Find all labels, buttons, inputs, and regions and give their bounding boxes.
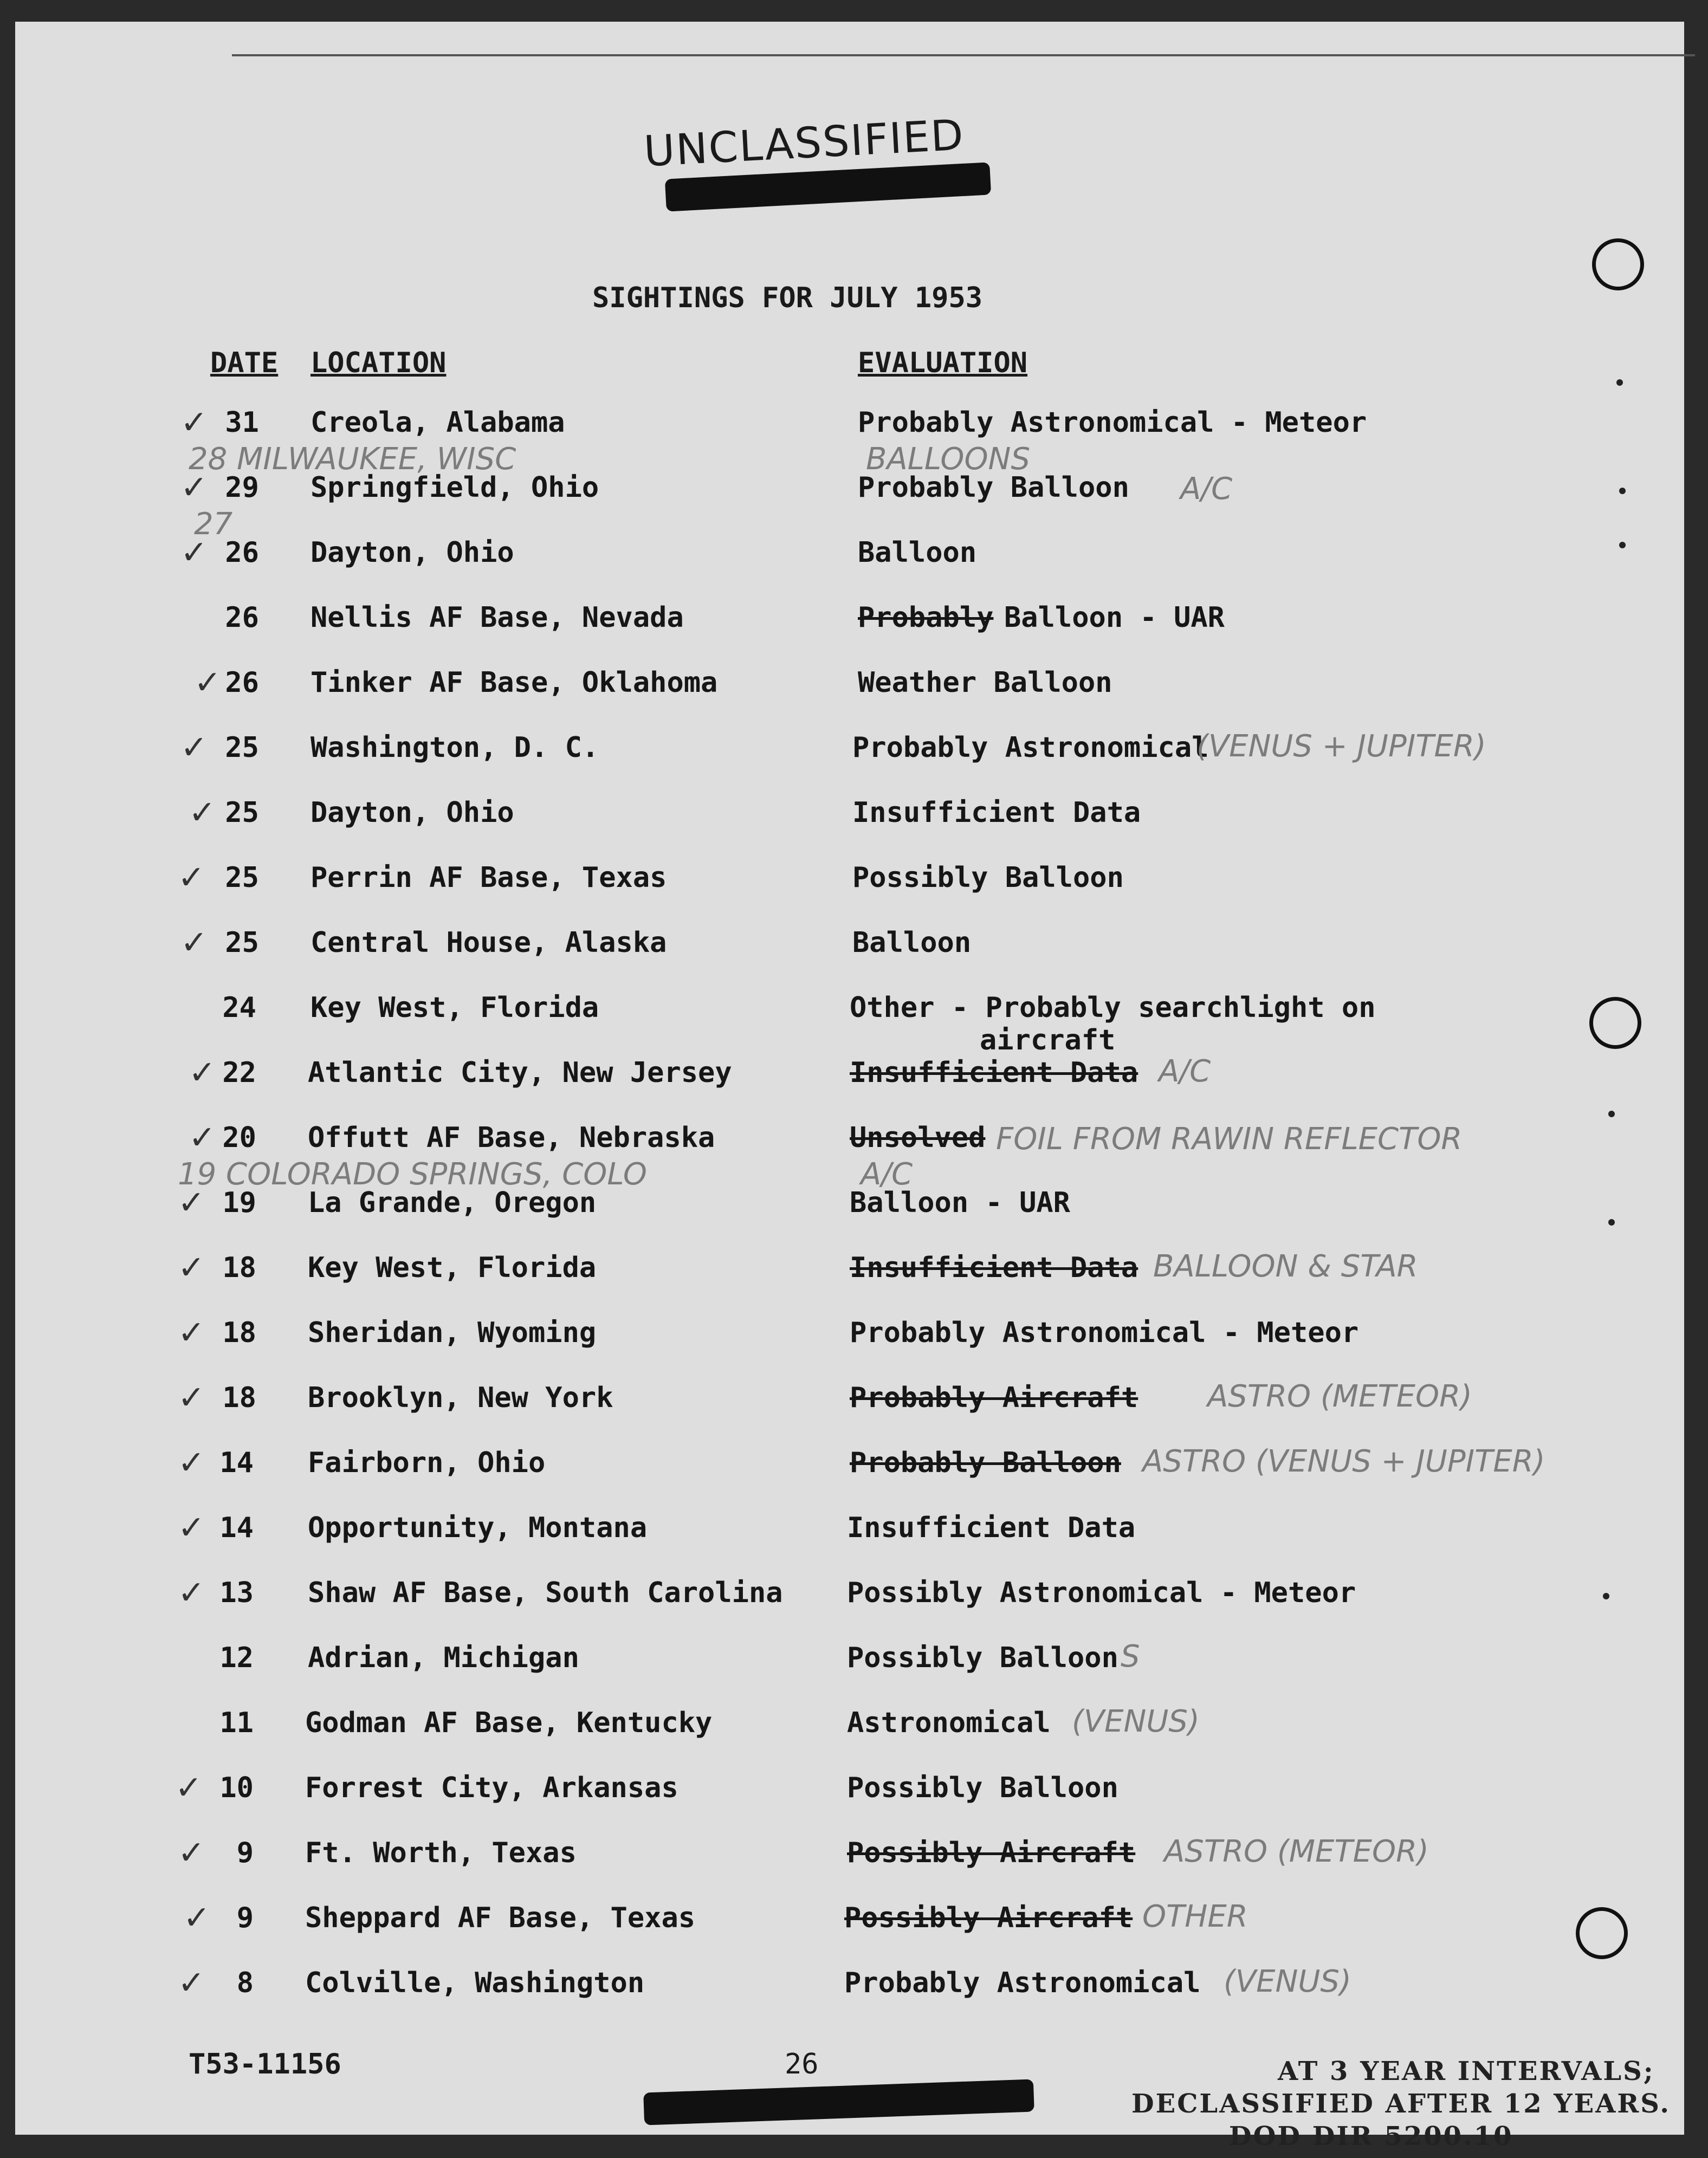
row-location: Offutt AF Base, Nebraska <box>308 1122 715 1154</box>
row-date: 18 <box>222 1317 256 1349</box>
check-mark-icon: ✓ <box>178 1379 205 1417</box>
handwritten-note: (VENUS) <box>1224 1964 1351 1999</box>
row-evaluation: Possibly Aircraft <box>844 1902 1133 1934</box>
row-location: Shaw AF Base, South Carolina <box>308 1577 783 1609</box>
row-location: Opportunity, Montana <box>308 1512 648 1544</box>
check-mark-icon: ✓ <box>178 1444 205 1482</box>
check-mark-icon: ✓ <box>178 1509 205 1547</box>
header-location: LOCATION <box>310 347 447 379</box>
row-location: Adrian, Michigan <box>308 1642 579 1674</box>
row-evaluation: Astronomical <box>847 1707 1051 1739</box>
row-location: Dayton, Ohio <box>310 536 514 569</box>
row-location: Key West, Florida <box>308 1252 597 1284</box>
check-mark-icon: ✓ <box>178 1574 205 1612</box>
table-row <box>15 1769 1684 1826</box>
row-evaluation: Probably Balloon <box>850 1447 1121 1479</box>
speck-icon <box>1619 488 1626 494</box>
row-location: Forrest City, Arkansas <box>305 1772 678 1804</box>
row-date: 8 <box>236 1967 254 1999</box>
row-date: 10 <box>219 1772 254 1804</box>
table-row <box>15 1314 1684 1371</box>
check-mark-icon: ✓ <box>189 794 216 832</box>
row-location: Dayton, Ohio <box>310 796 514 829</box>
row-date: 22 <box>222 1057 256 1089</box>
handwritten-note: ASTRO (METEOR) <box>1207 1379 1472 1414</box>
row-evaluation: Probably Aircraft <box>850 1382 1138 1414</box>
row-evaluation: Balloon <box>852 926 972 959</box>
declass-line-3: DOD DIR 5200.10 <box>1229 2121 1513 2151</box>
table-row <box>15 1054 1684 1111</box>
row-evaluation: Probably Astronomical - Meteor <box>850 1317 1359 1349</box>
row-evaluation: Possibly Balloon <box>847 1772 1118 1804</box>
row-location: Tinker AF Base, Oklahoma <box>310 666 718 699</box>
table-row <box>15 1642 1684 1696</box>
table-row <box>15 991 1684 1057</box>
handwritten-note: BALLOON & STAR <box>1153 1249 1418 1284</box>
header-date: DATE <box>210 347 279 379</box>
handwritten-note: FOIL FROM RAWIN REFLECTOR <box>996 1122 1463 1157</box>
row-evaluation: Unsolved <box>850 1122 986 1154</box>
row-date: 14 <box>219 1447 254 1479</box>
row-location: Sheppard AF Base, Texas <box>305 1902 696 1934</box>
row-location: Brooklyn, New York <box>308 1382 613 1414</box>
row-evaluation: Probably Astronomical - Meteor <box>858 406 1367 439</box>
row-date: 25 <box>225 731 259 764</box>
row-evaluation: Insufficient Data <box>852 796 1141 829</box>
row-location: Perrin AF Base, Texas <box>310 861 667 894</box>
check-mark-icon: ✓ <box>180 534 208 572</box>
check-mark-icon: ✓ <box>180 404 208 442</box>
table-row <box>15 666 1684 721</box>
row-evaluation: Possibly Balloon <box>847 1642 1118 1674</box>
row-evaluation: Probably Astronomical <box>844 1967 1201 1999</box>
row-date: 14 <box>219 1512 254 1544</box>
handwritten-note: 28 MILWAUKEE, WISC <box>189 442 516 477</box>
handwritten-note: OTHER <box>1142 1899 1248 1934</box>
check-mark-icon: ✓ <box>180 924 208 962</box>
check-mark-icon: ✓ <box>178 1249 205 1287</box>
row-location: Colville, Washington <box>305 1967 645 1999</box>
row-date: 13 <box>219 1577 254 1609</box>
handwritten-note: 27 <box>194 507 233 542</box>
classification-stamp: UNCLASSIFIED <box>643 111 966 177</box>
handwritten-note: (VENUS) <box>1072 1704 1200 1739</box>
row-evaluation: Insufficient Data <box>850 1057 1138 1089</box>
check-mark-icon: ✓ <box>175 1769 203 1807</box>
document-number: T53-11156 <box>189 2048 341 2081</box>
row-evaluation: Probably Balloon <box>858 471 1129 504</box>
row-location: Key West, Florida <box>310 991 599 1024</box>
handwritten-note: 19 COLORADO SPRINGS, COLO <box>178 1157 647 1192</box>
row-location: Atlantic City, New Jersey <box>308 1057 732 1089</box>
row-date: 25 <box>225 926 259 959</box>
check-mark-icon: ✓ <box>189 1119 216 1157</box>
table-row <box>15 1574 1684 1631</box>
table-row <box>15 1509 1684 1566</box>
row-evaluation: Balloon - UAR <box>850 1187 1070 1219</box>
handwritten-note: A/C <box>1180 471 1233 507</box>
row-date: 20 <box>222 1122 256 1154</box>
row-location: Fairborn, Ohio <box>308 1447 546 1479</box>
handwritten-note: BALLOONS <box>866 442 1030 477</box>
header-evaluation: EVALUATION <box>858 347 1028 379</box>
row-date: 24 <box>222 991 256 1024</box>
row-evaluation-struck: Probably <box>858 601 994 634</box>
declass-line-1: AT 3 YEAR INTERVALS; <box>1278 2056 1655 2086</box>
check-mark-icon: ✓ <box>180 469 208 507</box>
row-evaluation: Balloon - UAR <box>1004 601 1225 634</box>
table-row <box>15 1964 1684 2021</box>
table-row <box>15 1834 1684 1891</box>
check-mark-icon: ✓ <box>178 1834 205 1872</box>
handwritten-note: ASTRO (METEOR) <box>1164 1834 1429 1869</box>
row-date: 18 <box>222 1252 256 1284</box>
table-row <box>15 926 1684 981</box>
row-location: Nellis AF Base, Nevada <box>310 601 684 634</box>
row-location: Washington, D. C. <box>310 731 599 764</box>
check-mark-icon: ✓ <box>178 1184 205 1222</box>
row-evaluation: Weather Balloon <box>858 666 1112 699</box>
speck-icon <box>1603 1593 1609 1599</box>
table-row <box>15 536 1684 591</box>
handwritten-note: (VENUS + JUPITER) <box>1196 729 1486 764</box>
row-evaluation: Balloon <box>858 536 977 569</box>
row-evaluation: Possibly Balloon <box>852 861 1124 894</box>
row-date: 18 <box>222 1382 256 1414</box>
table-row <box>15 861 1684 916</box>
handwritten-note: A/C <box>1159 1054 1211 1089</box>
table-row <box>15 471 1684 526</box>
row-location: Creola, Alabama <box>310 406 565 439</box>
punch-hole-icon <box>1589 997 1641 1049</box>
table-row <box>15 601 1684 656</box>
row-evaluation: Possibly Astronomical - Meteor <box>847 1577 1356 1609</box>
document-page <box>15 22 1684 2151</box>
row-date: 19 <box>222 1187 256 1219</box>
handwritten-note: S <box>1121 1639 1140 1674</box>
row-location: La Grande, Oregon <box>308 1187 597 1219</box>
row-date: 25 <box>225 796 259 829</box>
punch-hole-icon <box>1576 1907 1628 1959</box>
row-date: 26 <box>225 601 259 634</box>
row-location: Ft. Worth, Texas <box>305 1837 577 1869</box>
speck-icon <box>1608 1111 1615 1117</box>
row-date: 12 <box>219 1642 254 1674</box>
document-title: SIGHTINGS FOR JULY 1953 <box>592 282 983 314</box>
speck-icon <box>1619 542 1626 548</box>
row-evaluation: Other - Probably searchlight on <box>850 991 1376 1024</box>
table-row <box>15 1249 1684 1306</box>
row-date: 26 <box>225 666 259 699</box>
table-row <box>15 1899 1684 1956</box>
table-row <box>15 796 1684 851</box>
row-evaluation: Insufficient Data <box>847 1512 1136 1544</box>
check-mark-icon: ✓ <box>180 729 208 767</box>
row-date: 11 <box>219 1707 254 1739</box>
page-number: 26 <box>785 2048 819 2081</box>
speck-icon <box>1616 379 1623 386</box>
table-row <box>15 1184 1684 1241</box>
handwritten-note: A/C <box>861 1157 913 1192</box>
row-date: 31 <box>225 406 259 439</box>
row-location: Springfield, Ohio <box>310 471 599 504</box>
row-date: 25 <box>225 861 259 894</box>
row-date: 9 <box>236 1902 254 1934</box>
check-mark-icon: ✓ <box>189 1054 216 1092</box>
check-mark-icon: ✓ <box>183 1899 211 1937</box>
row-evaluation: Possibly Aircraft <box>847 1837 1136 1869</box>
row-location: Sheridan, Wyoming <box>308 1317 597 1349</box>
row-date: 26 <box>225 536 259 569</box>
row-evaluation: Probably Astronomical <box>852 731 1209 764</box>
check-mark-icon: ✓ <box>178 859 205 897</box>
row-date: 29 <box>225 471 259 504</box>
table-row <box>15 1707 1684 1761</box>
declass-line-2: DECLASSIFIED AFTER 12 YEARS. <box>1131 2089 1671 2119</box>
punch-hole-icon <box>1592 238 1644 290</box>
check-mark-icon: ✓ <box>178 1964 205 2002</box>
row-location: Central House, Alaska <box>310 926 667 959</box>
row-evaluation-line2: aircraft <box>980 1024 1116 1057</box>
handwritten-note: ASTRO (VENUS + JUPITER) <box>1142 1444 1545 1479</box>
row-location: Godman AF Base, Kentucky <box>305 1707 713 1739</box>
row-date: 9 <box>236 1837 254 1869</box>
redaction-bar-bottom <box>643 2079 1034 2125</box>
check-mark-icon: ✓ <box>194 664 222 702</box>
row-evaluation: Insufficient Data <box>850 1252 1138 1284</box>
speck-icon <box>1608 1219 1615 1226</box>
top-rule <box>232 54 1695 56</box>
check-mark-icon: ✓ <box>178 1314 205 1352</box>
